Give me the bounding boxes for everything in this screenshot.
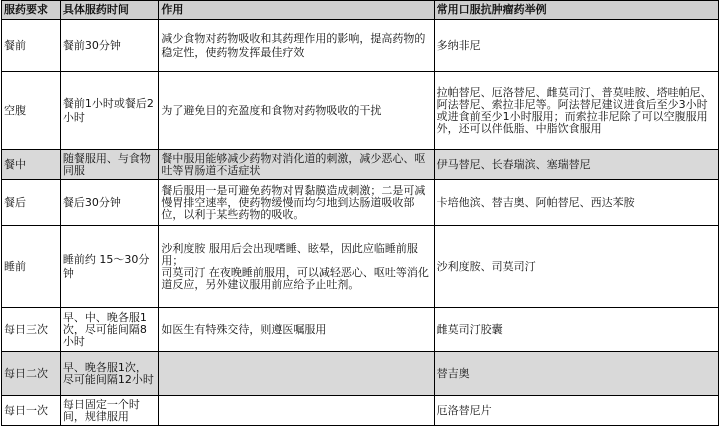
cell-requirement: 空腹	[2, 72, 61, 150]
header-examples: 常用口服抗肿瘤药举例	[434, 1, 718, 20]
table-row	[2, 226, 719, 308]
cell-examples: 拉帕替尼、厄洛替尼、雌莫司汀、普莫哇胺、塔哇帕尼、阿法替尼、索拉非尼等。阿法替尼建议进食后至少3小时或进食前至少1小时服用；而索拉非尼除了可以空腹服用外，还可以伴低脂、中脂饮食服用	[434, 72, 718, 150]
cell-requirement: 每日一次	[2, 396, 61, 426]
cell-time: 餐前30分钟	[60, 20, 159, 72]
cell-requirement: 餐后	[2, 180, 61, 226]
cell-examples: 雌莫司汀胶囊	[434, 308, 718, 352]
table-row	[2, 150, 719, 180]
table-row	[2, 352, 719, 396]
cell-examples: 沙利度胺、司莫司汀	[434, 226, 718, 308]
table-header-row	[2, 1, 719, 20]
cell-time: 早、晚各服1次，尽可能间隔12小时	[60, 352, 159, 396]
cell-effect: 沙利度胺 服用后会出现嗜睡、眩晕，因此应临睡前服用； 司莫司汀 在夜晚睡前服用，可以减轻恶心、呕吐等消化道反应，另外建议服用前应给予止吐剂。	[159, 226, 434, 308]
cell-requirement: 餐中	[2, 150, 61, 180]
cell-requirement: 睡前	[2, 226, 61, 308]
cell-examples: 多纳非尼	[434, 20, 718, 72]
table-row	[2, 308, 719, 352]
cell-examples: 伊马替尼、长春瑞滨、塞瑞替尼	[434, 150, 718, 180]
cell-examples: 替吉奥	[434, 352, 718, 396]
cell-effect: 为了避免目的充盈度和食物对药物吸收的干扰	[159, 72, 434, 150]
cell-examples: 卡培他滨、替吉奥、阿帕替尼、西达苯胺	[434, 180, 718, 226]
cell-time: 餐前1小时或餐后2小时	[60, 72, 159, 150]
cell-examples: 厄洛替尼片	[434, 396, 718, 426]
cell-effect	[159, 396, 434, 426]
cell-requirement: 每日二次	[2, 352, 61, 396]
table-row	[2, 396, 719, 426]
table-row	[2, 180, 719, 226]
cell-effect: 餐中服用能够减少药物对消化道的刺激，减少恶心、呕吐等胃肠道不适症状	[159, 150, 434, 180]
header-time: 具体服药时间	[60, 1, 159, 20]
cell-requirement: 餐前	[2, 20, 61, 72]
table-row	[2, 20, 719, 72]
medication-timing-table	[1, 0, 719, 426]
table-row	[2, 72, 719, 150]
cell-effect	[159, 352, 434, 396]
cell-effect: 餐后服用一是可避免药物对胃黏膜造成刺激；二是可减慢胃排空速率，使药物缓慢而均匀地到达肠道吸收部位，以利于某些药物的吸收。	[159, 180, 434, 226]
cell-time: 早、中、晚各服1次，尽可能间隔8小时	[60, 308, 159, 352]
cell-requirement: 每日三次	[2, 308, 61, 352]
cell-effect: 如医生有特殊交待，则遵医嘱服用	[159, 308, 434, 352]
cell-effect: 减少食物对药物吸收和其药理作用的影响，提高药物的稳定性，使药物发挥最佳疗效	[159, 20, 434, 72]
header-requirement: 服药要求	[2, 1, 61, 20]
cell-time: 随餐服用、与食物同服	[60, 150, 159, 180]
cell-time: 每日固定一个时间，规律服用	[60, 396, 159, 426]
header-effect: 作用	[159, 1, 434, 20]
cell-time: 睡前约 15～30分钟	[60, 226, 159, 308]
cell-time: 餐后30分钟	[60, 180, 159, 226]
